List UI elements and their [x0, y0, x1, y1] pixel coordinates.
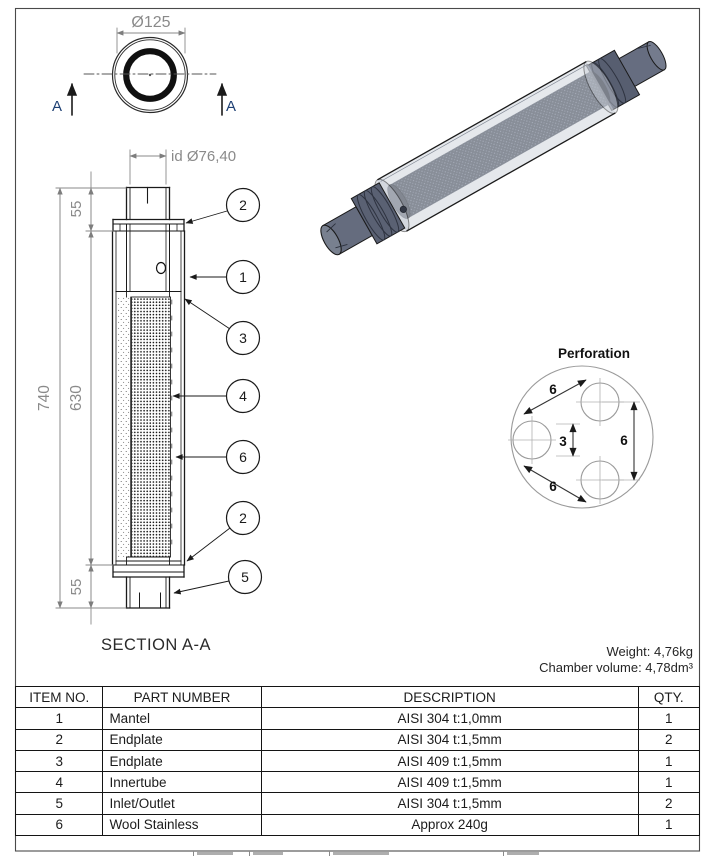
balloon-1: [190, 261, 260, 294]
section-letter-right: A: [225, 98, 237, 115]
sensor-hole: [157, 263, 166, 274]
balloon-6: [176, 441, 260, 474]
bom-header-item: ITEM NO.: [16, 687, 103, 708]
dim-perf-offset: 3: [559, 434, 567, 449]
dim-bottom-stub: 55: [68, 578, 85, 596]
balloon-4: [173, 380, 260, 413]
balloon-3: [185, 299, 260, 355]
isometric-view: [310, 27, 676, 269]
svg-text:1: 1: [239, 269, 247, 285]
titleblock-cut-strip: [15, 851, 700, 856]
svg-text:2: 2: [239, 510, 247, 526]
weight-note: Weight: 4,76kg: [606, 644, 693, 659]
balloon-5: [174, 561, 262, 594]
dim-perf-diag-bottom: 6: [549, 479, 557, 494]
svg-text:5: 5: [241, 569, 249, 585]
dim-overall-length: 740: [36, 385, 53, 411]
table-row: 6 Wool Stainless Approx 240g 1: [16, 814, 700, 835]
balloon-2-top: [186, 189, 260, 224]
table-row: 2 Endplate AISI 304 t:1,5mm 2: [16, 729, 700, 750]
bom-table: [15, 686, 700, 836]
bom-header-part: PART NUMBER: [103, 687, 261, 708]
svg-text:6: 6: [239, 449, 247, 465]
balloon-callouts: [173, 189, 262, 594]
section-view: [36, 148, 236, 654]
bom-header-desc: DESCRIPTION: [261, 687, 638, 708]
dim-top-stub: 55: [68, 200, 85, 218]
bom-header-row: [16, 687, 700, 708]
table-row: 4 Innertube AISI 409 t:1,5mm 1: [16, 772, 700, 793]
table-row: 5 Inlet/Outlet AISI 304 t:1,5mm 2: [16, 793, 700, 814]
perforation-detail: [508, 346, 653, 508]
perforation-title: Perforation: [557, 346, 631, 361]
top-view: [52, 14, 236, 115]
table-row: 1 Mantel AISI 304 t:1,0mm 1: [16, 708, 700, 729]
svg-text:2: 2: [239, 197, 247, 213]
svg-text:4: 4: [239, 388, 247, 404]
section-letter-left: A: [51, 98, 63, 115]
dim-perf-diag-top: 6: [549, 382, 557, 397]
balloon-2-bottom: [187, 502, 260, 562]
bom-header-qty: QTY.: [638, 687, 699, 708]
svg-text:3: 3: [239, 330, 247, 346]
dim-outer-diameter: Ø125: [131, 14, 171, 31]
table-row: 3 Endplate AISI 409 t:1,5mm 1: [16, 750, 700, 771]
drawing-notes: [539, 644, 693, 675]
chamber-volume-note: Chamber volume: 4,78dm³: [539, 659, 693, 675]
innertube-perforated: [132, 297, 171, 557]
section-view-title: SECTION A-A: [100, 636, 212, 654]
dim-body-length: 630: [68, 385, 85, 411]
dim-perf-vertical: 6: [620, 433, 628, 448]
wool-strip: [117, 297, 130, 557]
dim-inner-diameter: id Ø76,40: [171, 148, 237, 165]
